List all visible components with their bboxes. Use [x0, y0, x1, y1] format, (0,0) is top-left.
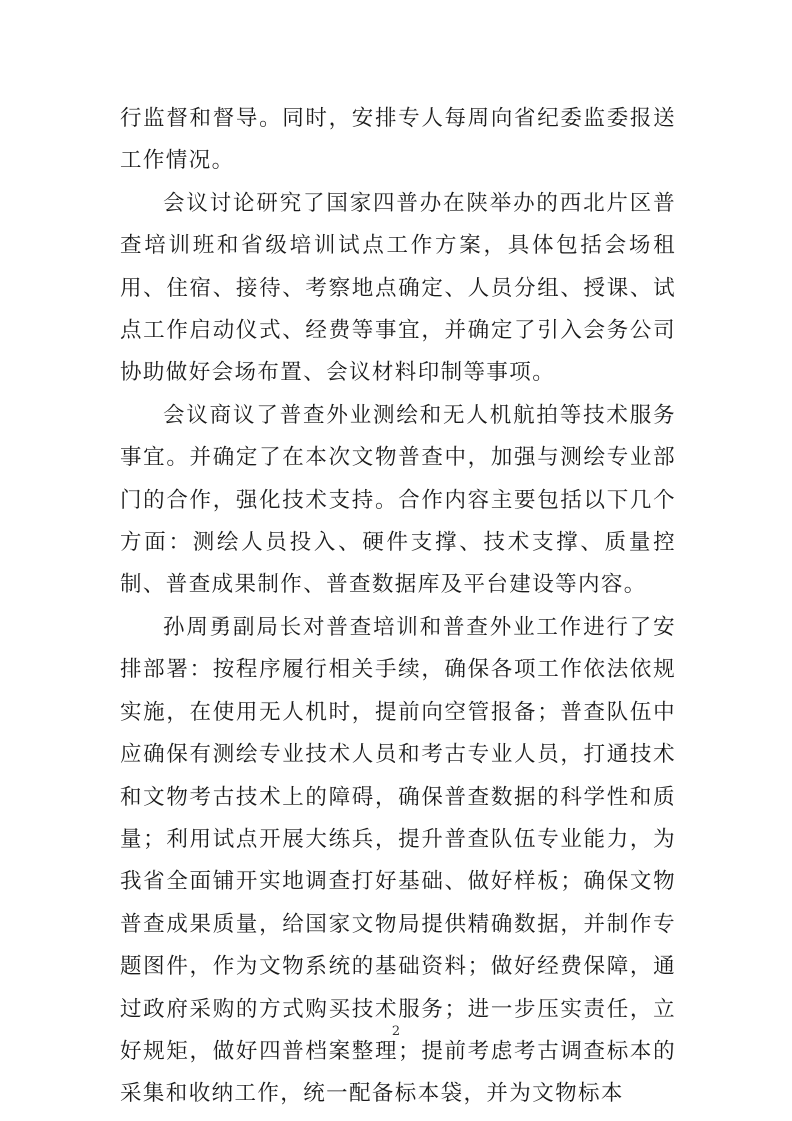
- paragraph-deputy-director-arrangements: 孙周勇副局长对普查培训和普查外业工作进行了安排部署：按程序履行相关手续，确保各项工作依法依规实施，在使用无人机时，提前向空管报备；普查队伍中应确保有测绘专业技术人员和考古专业人员，打通技术和文物考古技术上的障碍，确保普查数据的科学性和质量；利用试点开展大练兵，提升普查队伍专业能力，为我省全面铺开实地调查打好基础、做好样板；确保文物普查成果质量，给国家文物局提供精确数据，并制作专题图件，作为文物系统的基础资料；做好经费保障，通过政府采购的方式购买技术服务；进一步压实责任，立好规矩，做好四普档案整理；提前考虑考古调查标本的采集和收纳工作，统一配备标本袋，并为文物标本: [120, 614, 676, 1107]
- paragraph-meeting-training-plan: 会议讨论研究了国家四普办在陕举办的西北片区普查培训班和省级培训试点工作方案，具体包括会场租用、住宿、接待、考察地点确定、人员分组、授课、试点工作启动仪式、经费等事宜，并确定了引入会务公司协助做好会场布置、会议材料印制等事项。: [120, 190, 676, 386]
- page-number: 2: [391, 1024, 401, 1039]
- paragraph-continuation: 行监督和督导。同时，安排专人每周向省纪委监委报送工作情况。: [120, 106, 676, 174]
- paragraph-surveying-services: 会议商议了普查外业测绘和无人机航拍等技术服务事宜。并确定了在本次文物普查中，加强与测绘专业部门的合作，强化技术支持。合作内容主要包括以下几个方面：测绘人员投入、硬件支撑、技术支撑、质量控制、普查成果制作、普查数据库及平台建设等内容。: [120, 402, 676, 598]
- body-text: [120, 98, 676, 1116]
